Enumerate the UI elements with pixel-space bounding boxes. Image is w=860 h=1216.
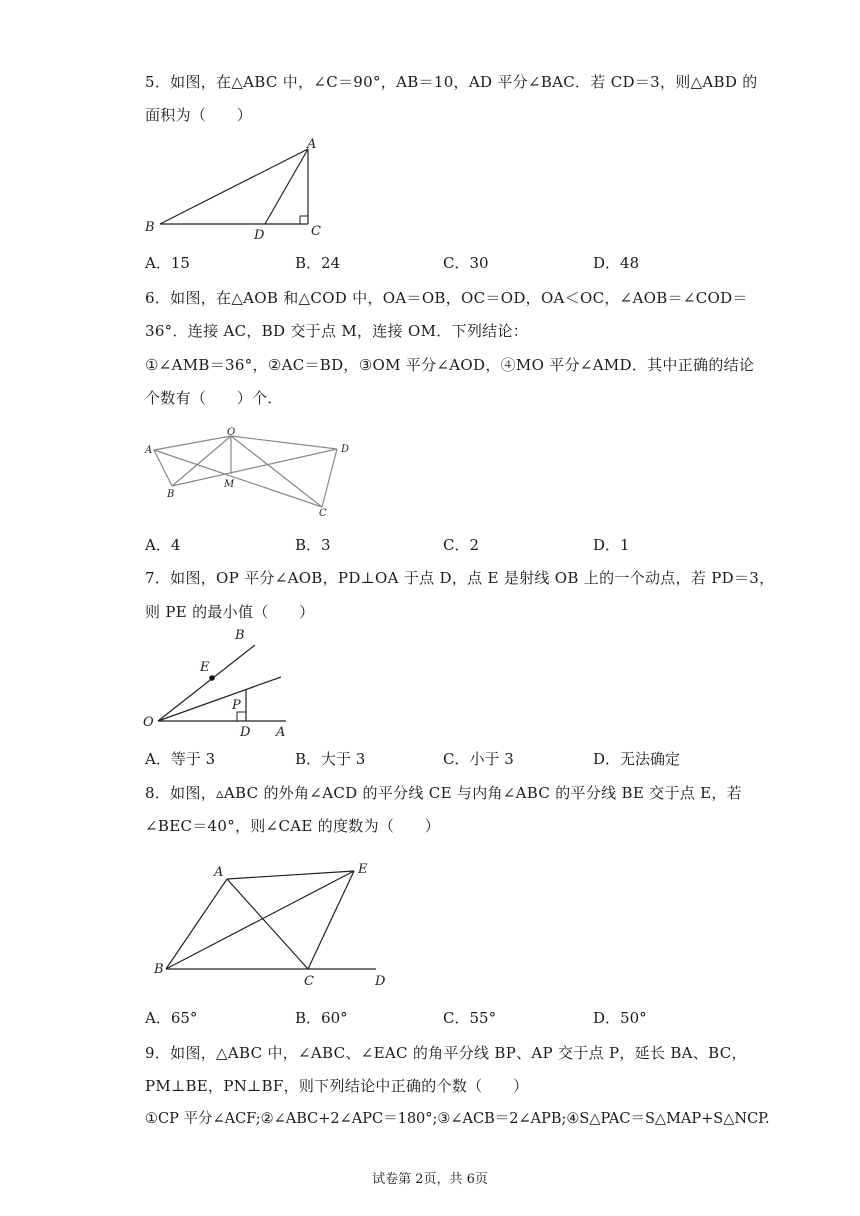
q8-label-e: E [358,862,368,877]
q5-label-c: C [311,224,321,239]
q5-label-b: B [145,220,155,235]
q5-option-c[interactable]: C．30 [443,254,489,272]
q8-option-c[interactable]: C．55° [443,1009,497,1027]
q5-option-b[interactable]: B．24 [295,254,341,272]
q7-option-a[interactable]: A．等于 3 [145,750,216,768]
q6-line-1: 6．如图，在△AOB 和△COD 中，OA＝OB，OC＝OD，OA＜OC，∠AOB＝∠COD＝ [145,289,748,307]
q9-line-2: PM⊥BE，PN⊥BF，则下列结论中正确的个数（ ） [145,1077,529,1095]
q8-label-d: D [375,974,386,989]
q5-label-a: A [307,137,317,152]
q8-option-a[interactable]: A．65° [145,1009,198,1027]
q6-option-d[interactable]: D．1 [593,536,630,554]
q8-options [145,1007,705,1029]
page-footer: 试卷第 2页，共 6页 [372,1172,488,1187]
q7-label-a: A [276,725,286,740]
q7-label-d: D [240,725,251,740]
q6-label-o: O [227,427,236,438]
q6-label-a: A [145,445,153,456]
q7-angle-bisector-figure [140,625,310,745]
q7-option-d[interactable]: D．无法确定 [593,750,681,768]
q7-option-b[interactable]: B．大于 3 [295,750,366,768]
q7-line-2: 则 PE 的最小值（ ） [145,603,315,621]
q6-label-b: B [167,489,175,500]
q7-label-b: B [235,628,245,643]
q7-options [145,748,705,770]
q8-label-a: A [214,865,224,880]
q8-option-d[interactable]: D．50° [593,1009,647,1027]
q6-label-m: M [224,479,235,490]
q7-label-o: O [143,715,154,730]
q8-label-b: B [154,962,164,977]
q9-line-3: ①CP 平分∠ACF;②∠ABC+2∠APC＝180°;③∠ACB＝2∠APB;④S△PAC＝S△MAP+S△NCP. [145,1111,770,1127]
q8-option-b[interactable]: B．60° [295,1009,348,1027]
q5-line-1: 5．如图，在△ABC 中，∠C＝90°，AB＝10，AD 平分∠BAC．若 CD＝3，则△ABD 的 [145,73,758,91]
q6-quadrilateral-figure [140,420,370,520]
q7-option-c[interactable]: C．小于 3 [443,750,514,768]
q5-option-d[interactable]: D．48 [593,254,640,272]
q7-line-1: 7．如图，OP 平分∠AOB，PD⊥OA 于点 D，点 E 是射线 OB 上的一个动点，若 PD＝3， [145,569,775,587]
q5-options [145,252,705,274]
q6-options [145,534,705,556]
q6-option-a[interactable]: A．4 [145,536,181,554]
q5-line-2: 面积为（ ） [145,106,253,124]
q6-label-c: C [319,508,327,519]
q5-option-a[interactable]: A．15 [145,254,190,272]
q7-label-e: E [200,660,210,675]
q6-option-b[interactable]: B．3 [295,536,331,554]
q8-label-c: C [304,974,314,989]
q5-label-d: D [254,228,265,243]
q6-label-d: D [341,444,350,455]
q6-line-4: 个数有（ ）个． [145,389,283,407]
q9-line-1: 9．如图，△ABC 中，∠ABC、∠EAC 的角平分线 BP、AP 交于点 P，延长 BA、BC， [145,1044,747,1062]
q5-triangle-figure [140,135,340,245]
q8-triangle-figure [140,845,400,995]
q8-line-2: ∠BEC＝40°，则∠CAE 的度数为（ ） [145,817,441,835]
q7-label-p: P [232,698,241,713]
q6-line-3: ①∠AMB＝36°，②AC＝BD，③OM 平分∠AOD，④MO 平分∠AMD．其中正确的结论 [145,356,755,374]
q6-line-2: 36°．连接 AC，BD 交于点 M，连接 OM．下列结论： [145,322,529,340]
q8-line-1: 8．如图，▵ABC 的外角∠ACD 的平分线 CE 与内角∠ABC 的平分线 BE 交于点 E，若 [145,784,742,802]
q6-option-c[interactable]: C．2 [443,536,480,554]
